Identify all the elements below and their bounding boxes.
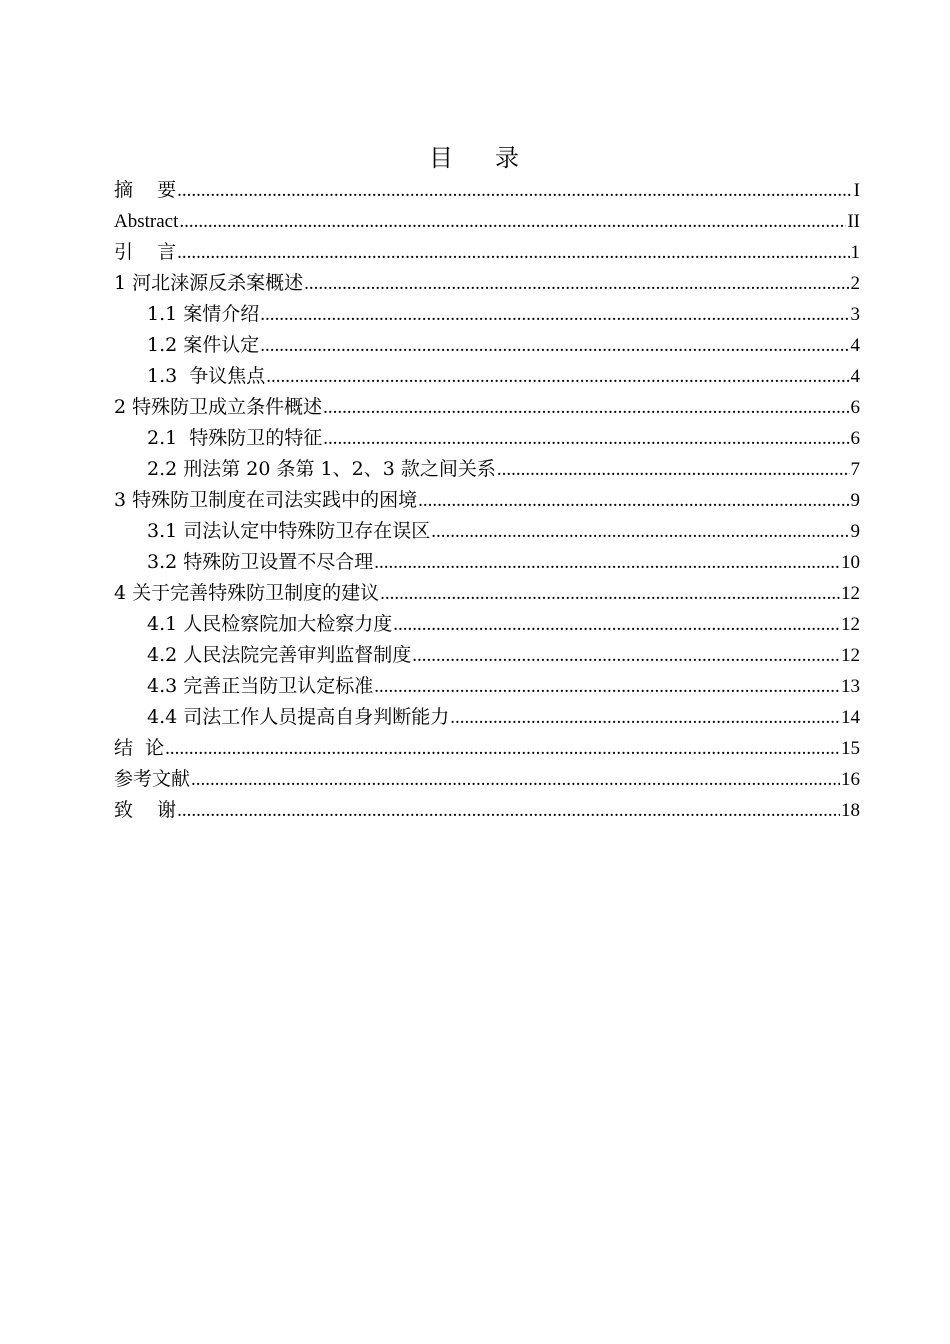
toc-entry-label: 2.1 特殊防卫的特征 [147, 427, 323, 449]
toc-entry-label: Abstract [114, 211, 179, 232]
toc-leader-dots [260, 330, 849, 361]
toc-page-number: II [847, 211, 860, 232]
toc-entry-label: 4.4 司法工作人员提高自身判断能力 [147, 706, 450, 728]
toc-entry-label: 2 特殊防卫成立条件概述 [114, 396, 323, 418]
toc-entry[interactable] [114, 485, 860, 516]
toc-entry[interactable] [114, 671, 860, 702]
toc-leader-dots [304, 268, 849, 299]
toc-title-char-1: 目 [429, 144, 455, 172]
table-of-contents [114, 175, 860, 826]
toc-entry[interactable] [114, 795, 860, 826]
toc-leader-dots [497, 454, 850, 485]
toc-entry[interactable] [114, 454, 860, 485]
toc-page-number: 12 [841, 583, 860, 604]
toc-page-number: 13 [841, 676, 860, 697]
toc-page-number: 9 [850, 521, 860, 542]
toc-leader-dots [177, 237, 849, 268]
toc-page-number: 16 [841, 769, 860, 790]
toc-leader-dots [266, 361, 849, 392]
toc-page-number: 2 [850, 273, 860, 294]
toc-entry[interactable] [114, 237, 860, 268]
toc-entry[interactable] [114, 516, 860, 547]
toc-entry[interactable] [114, 330, 860, 361]
toc-page-number: 7 [850, 459, 860, 480]
toc-page-number: 6 [850, 428, 860, 449]
toc-entry[interactable] [114, 175, 860, 206]
toc-entry-label: 2.2 刑法第 20 条第 1、2、3 款之间关系 [147, 458, 496, 480]
toc-entry[interactable] [114, 206, 860, 237]
toc-page-number: 4 [850, 335, 860, 356]
toc-title [0, 142, 950, 174]
toc-leader-dots [260, 299, 849, 330]
toc-leader-dots [179, 206, 846, 237]
toc-entry[interactable] [114, 299, 860, 330]
toc-entry-label: 致 谢 [114, 799, 177, 821]
toc-leader-dots [323, 423, 849, 454]
toc-page-number: I [853, 180, 860, 201]
toc-page-number: 9 [850, 490, 860, 511]
toc-entry[interactable] [114, 361, 860, 392]
toc-entry[interactable] [114, 733, 860, 764]
toc-entry-label: 4.2 人民法院完善审判监督制度 [147, 644, 412, 666]
toc-entry[interactable] [114, 640, 860, 671]
toc-page-number: 12 [841, 645, 860, 666]
toc-entry[interactable] [114, 268, 860, 299]
toc-leader-dots [374, 547, 840, 578]
toc-entry-label: 3 特殊防卫制度在司法实践中的困境 [114, 489, 418, 511]
toc-page-number: 15 [841, 738, 860, 759]
toc-entry-label: 1.2 案件认定 [147, 334, 260, 356]
toc-leader-dots [412, 640, 840, 671]
toc-leader-dots [165, 733, 840, 764]
toc-entry[interactable] [114, 609, 860, 640]
toc-entry-label: 1 河北涞源反杀案概述 [114, 272, 304, 294]
toc-leader-dots [177, 795, 840, 826]
toc-entry[interactable] [114, 702, 860, 733]
toc-entry-label: 摘 要 [114, 179, 177, 201]
toc-leader-dots [380, 578, 840, 609]
toc-entry[interactable] [114, 423, 860, 454]
toc-page-number: 18 [841, 800, 860, 821]
toc-entry-label: 4 关于完善特殊防卫制度的建议 [114, 582, 380, 604]
toc-page-number: 6 [850, 397, 860, 418]
toc-leader-dots [393, 609, 840, 640]
toc-page-number: 12 [841, 614, 860, 635]
toc-entry-label: 参考文献 [114, 768, 191, 790]
toc-title-char-2: 录 [495, 144, 521, 172]
toc-entry-label: 1.3 争议焦点 [147, 365, 266, 387]
toc-leader-dots [323, 392, 849, 423]
toc-entry-label: 引 言 [114, 241, 177, 263]
toc-entry[interactable] [114, 547, 860, 578]
toc-leader-dots [191, 764, 840, 795]
toc-entry-label: 结 论 [114, 737, 165, 759]
toc-leader-dots [177, 175, 853, 206]
toc-leader-dots [374, 671, 840, 702]
toc-entry[interactable] [114, 764, 860, 795]
toc-page-number: 3 [850, 304, 860, 325]
toc-leader-dots [431, 516, 849, 547]
toc-entry-label: 3.2 特殊防卫设置不尽合理 [147, 551, 374, 573]
toc-leader-dots [418, 485, 849, 516]
toc-leader-dots [450, 702, 840, 733]
toc-entry-label: 3.1 司法认定中特殊防卫存在误区 [147, 520, 431, 542]
toc-page-number: 4 [850, 366, 860, 387]
toc-entry[interactable] [114, 392, 860, 423]
toc-entry-label: 1.1 案情介绍 [147, 303, 260, 325]
toc-page-number: 1 [850, 242, 860, 263]
toc-page-number: 14 [841, 707, 860, 728]
toc-entry[interactable] [114, 578, 860, 609]
toc-entry-label: 4.1 人民检察院加大检察力度 [147, 613, 393, 635]
toc-entry-label: 4.3 完善正当防卫认定标准 [147, 675, 374, 697]
toc-page-number: 10 [841, 552, 860, 573]
